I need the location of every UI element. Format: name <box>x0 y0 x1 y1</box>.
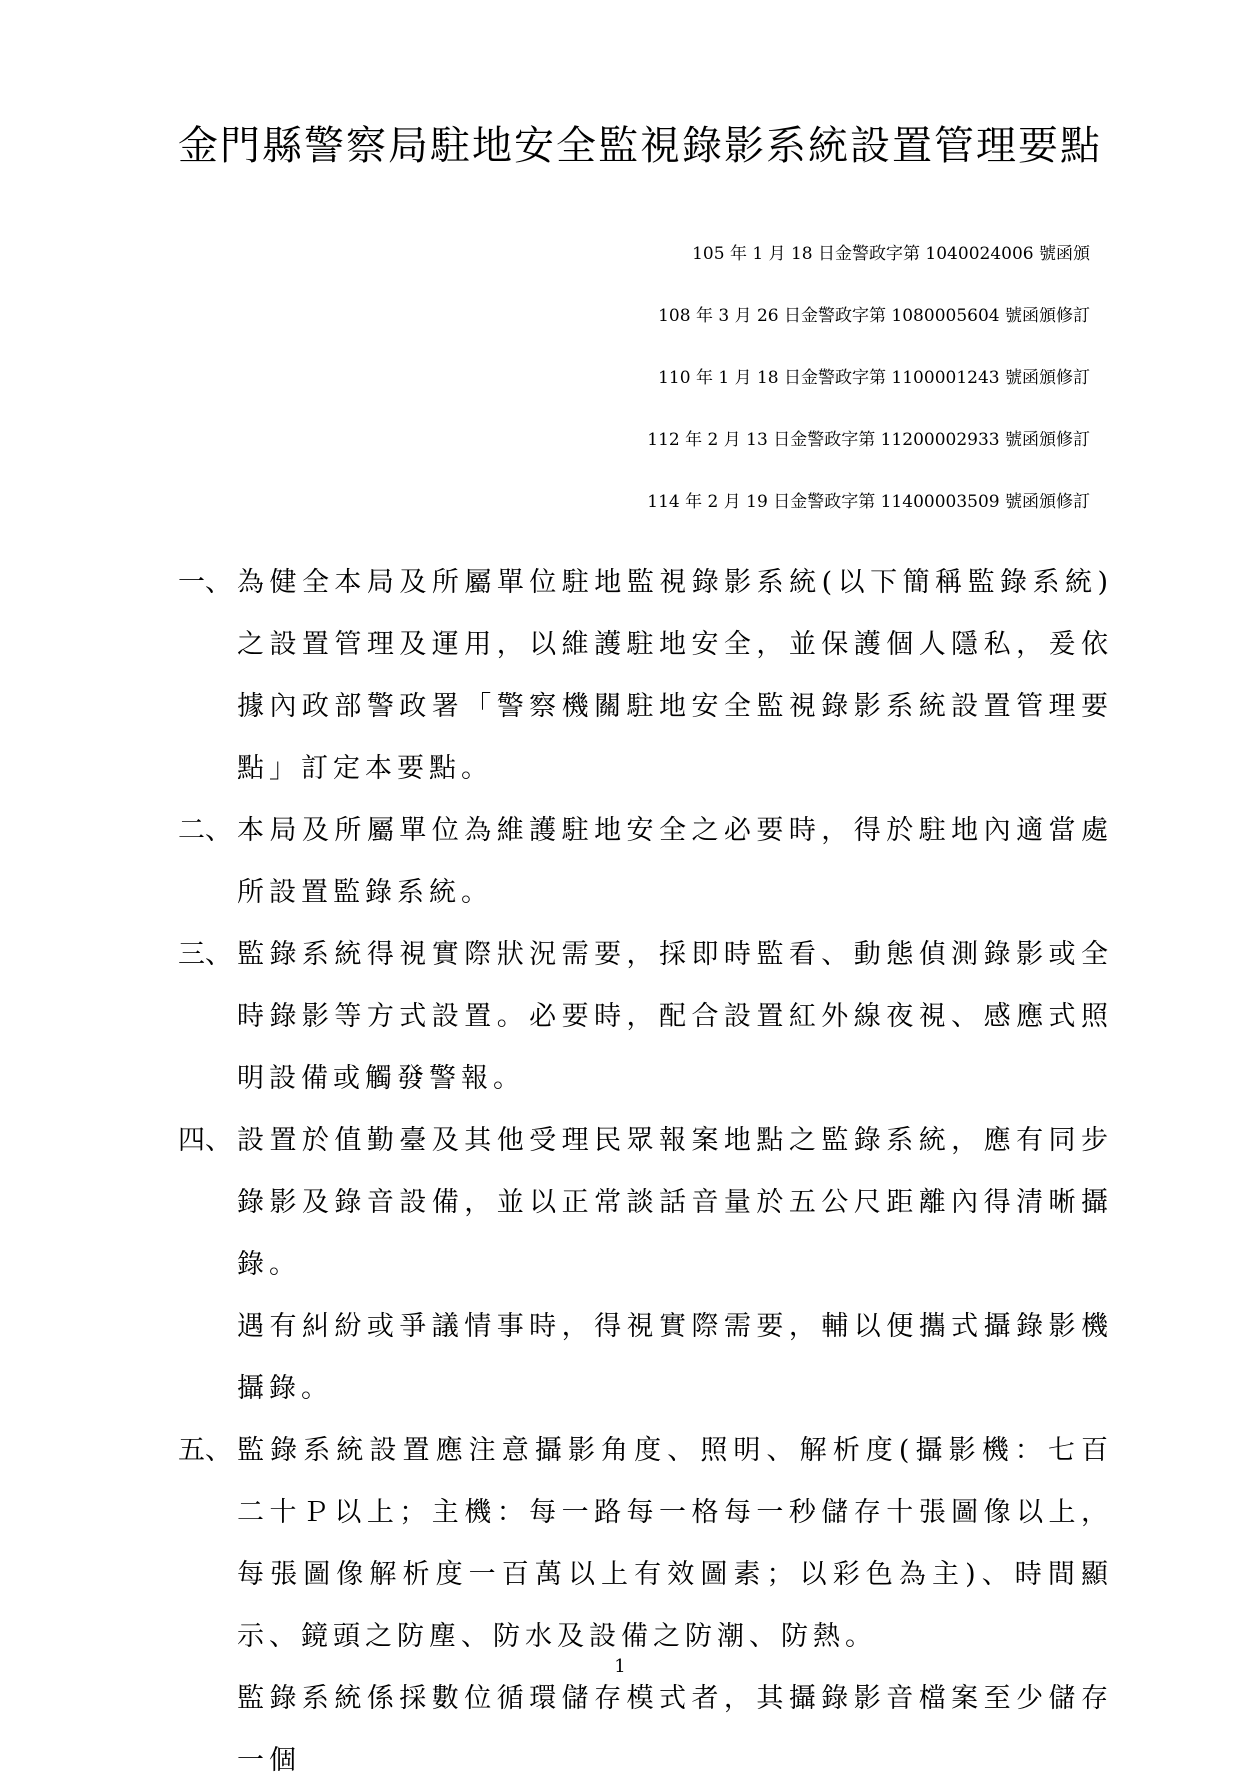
section-text: 為健全本局及所屬單位駐地監視錄影系統(以下簡稱監錄系統)之設置管理及運用，以維護駐地安全，並保護個人隱私，爰依據內政部警政署「警察機關駐地安全監視錄影系統設置管理要點」訂定本要點。 <box>237 567 1113 784</box>
section-text: 監錄系統得視實際狀況需要，採即時監看、動態偵測錄影或全時錄影等方式設置。必要時，配合設置紅外線夜視、感應式照明設備或觸發警報。 <box>237 939 1113 1094</box>
section-text: 監錄系統設置應注意攝影角度、照明、解析度(攝影機：七百二十Ｐ以上；主機：每一路每一格每一秒儲存十張圖像以上，每張圖像解析度一百萬以上有效圖素；以彩色為主)、時間顯示、鏡頭之防塵、防水及設備之防潮、防熱。 <box>237 1435 1113 1652</box>
page-number: 1 <box>614 1656 626 1677</box>
revision-history-item: 112 年 2 月 13 日金警政字第 11200002933 號函頒修訂 <box>647 430 1090 450</box>
document-body <box>178 552 1178 1792</box>
revision-history <box>390 244 1090 554</box>
section-1 <box>178 552 1178 800</box>
section-4 <box>178 1110 1178 1420</box>
document-title: 金門縣警察局駐地安全監視錄影系統設置管理要點 <box>178 123 1102 169</box>
section-continuation-paragraph: 遇有糾紛或爭議情事時，得視實際需要，輔以便攜式攝錄影機攝錄。 <box>237 1311 1113 1404</box>
section-paragraph <box>178 800 1113 924</box>
section-number: 五、 <box>178 1435 232 1466</box>
section-3 <box>178 924 1178 1110</box>
section-continuation-paragraph: 監錄系統係採數位循環儲存模式者，其攝錄影音檔案至少儲存一個 <box>237 1683 1113 1776</box>
section-paragraph <box>178 924 1113 1110</box>
revision-history-item: 114 年 2 月 19 日金警政字第 11400003509 號函頒修訂 <box>647 492 1090 512</box>
revision-history-item: 105 年 1 月 18 日金警政字第 1040024006 號函頒 <box>692 244 1090 264</box>
section-text: 本局及所屬單位為維護駐地安全之必要時，得於駐地內適當處所設置監錄系統。 <box>237 815 1113 908</box>
revision-history-item: 108 年 3 月 26 日金警政字第 1080005604 號函頒修訂 <box>658 306 1090 326</box>
section-paragraph <box>178 1420 1113 1668</box>
section-text: 設置於值勤臺及其他受理民眾報案地點之監錄系統，應有同步錄影及錄音設備，並以正常談話音量於五公尺距離內得清晰攝錄。 <box>237 1125 1113 1280</box>
revision-history-item: 110 年 1 月 18 日金警政字第 1100001243 號函頒修訂 <box>658 368 1090 388</box>
section-number: 二、 <box>178 815 232 846</box>
section-number: 四、 <box>178 1125 232 1156</box>
section-paragraph <box>178 1110 1113 1296</box>
section-paragraph <box>178 552 1113 800</box>
section-5 <box>178 1420 1178 1792</box>
section-number: 一、 <box>178 567 232 598</box>
section-2 <box>178 800 1178 924</box>
section-number: 三、 <box>178 939 232 970</box>
